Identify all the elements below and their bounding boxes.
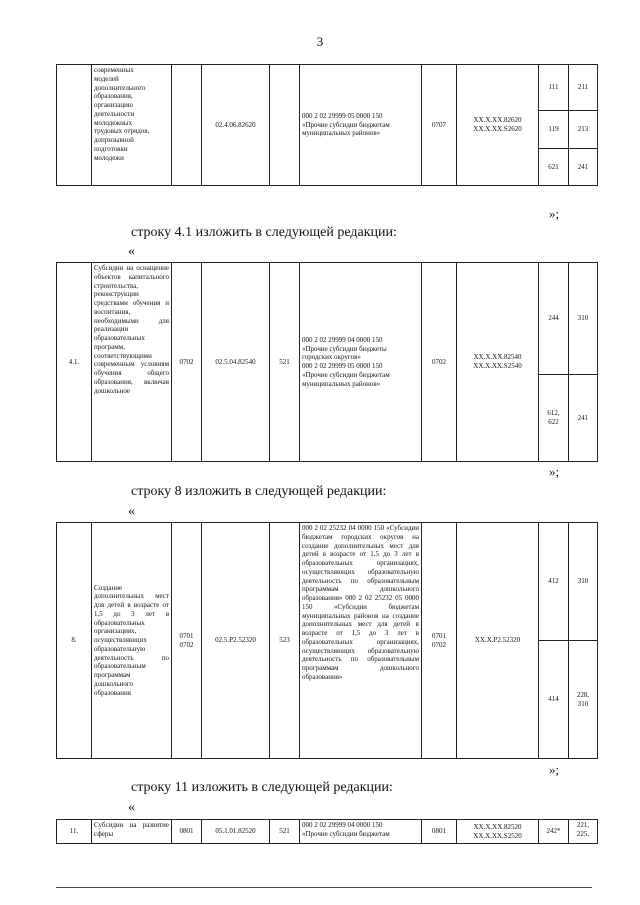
program-code-cell: 02.4.06.82620 [202, 65, 270, 186]
row-name-cell: Субсидии на оснащение объектов капитального строительства, реконструкции средствами обучения и воспитания, необходимыми для реализации образовательных программ, соответствующими современным условиям обучения общего образования, включая дошкольное [92, 263, 172, 462]
page-number: 3 [316, 34, 324, 49]
expense-type-cell: 244 [539, 263, 569, 375]
closing-quote: »; [549, 206, 560, 221]
table-row-8 [56, 522, 598, 759]
target-code-cell: XX.X.XX.82540 XX.X.XX.S2540 [457, 263, 539, 462]
table-row-11 [56, 819, 598, 844]
grbs-cell: 521 [270, 263, 300, 462]
page-bottom-rule [56, 887, 592, 888]
grbs-cell [270, 65, 300, 186]
instruction-heading: строку 4.1 изложить в следующей редакции: [131, 225, 397, 240]
row-name-cell: современных моделей дополнительного образования, организацию деятельности молодежных трудовых отрядов, допризывной подготовки молодежи [92, 65, 172, 186]
section-code-cell: 0702 [422, 263, 457, 462]
section-cell: 0701 0702 [172, 523, 202, 759]
row-name-cell: Создание дополнительных мест для детей в возрасте от 1,5 до 3 лет в образовательных организациях, осуществляющих образовательную деятельность по образовательным программам дошкольного образования [92, 523, 172, 759]
section-cell: 0702 [172, 263, 202, 462]
section-cell: 0801 [172, 820, 202, 844]
expense-type-cell: 242* [539, 820, 569, 844]
section-code-cell: 0707 [422, 65, 457, 186]
kosgu-cell: 241 [569, 375, 598, 462]
expense-type-cell: 119 [539, 111, 569, 149]
row-name-cell: Субсидии на развитие сферы [92, 820, 172, 844]
kosgu-cell: 310 [569, 263, 598, 375]
row-number-cell: 8. [57, 523, 92, 759]
target-code-cell: XX.X.P2.52320 [457, 523, 539, 759]
subsidy-cell: 000 2 02 29999 04 0000 150 «Прочие субсидии бюджетам [300, 820, 422, 844]
section-code-cell: 0801 [422, 820, 457, 844]
closing-quote: »; [549, 464, 560, 479]
kosgu-cell: 211 [569, 65, 598, 111]
row-number-cell: 4.1. [57, 263, 92, 462]
kosgu-cell: 310 [569, 523, 598, 641]
kosgu-cell: 241 [569, 149, 598, 186]
closing-quote: »; [549, 762, 560, 777]
expense-type-cell: 621 [539, 149, 569, 186]
row-number-cell: 11. [57, 820, 92, 844]
expense-type-cell: 412 [539, 523, 569, 641]
subsidy-cell: 000 2 02 29999 05 0000 150 «Прочие субсидии бюджетам муниципальных районов» [300, 65, 422, 186]
instruction-heading: строку 8 изложить в следующей редакции: [131, 484, 387, 499]
opening-quote: « [128, 800, 135, 815]
opening-quote: « [128, 504, 135, 519]
expense-type-cell: 111 [539, 65, 569, 111]
kosgu-cell: 221, 225, [569, 820, 598, 844]
target-code-cell: XX.X.XX.82620 XX.X.XX.S2620 [457, 65, 539, 186]
subsidy-cell: 000 2 02 25232 04 0000 150 «Субсидии бюджетам городских округов на создание дополнительных мест для детей в возрасте от 1,5 до 3 лет в образовательных организациях, осуществляющих образовательную деятельность по образовательным программам дошкольного образования» 000 2 02 25232 05 0000 150 «Субсидии бюджетам муниципальных районов на создание дополнительных мест для детей в возрасте от 1,5 до 3 лет в образовательных организациях, осуществляющих образовательную деятельность по образовательным программам дошкольного образования» [300, 523, 422, 759]
table-row-4-1 [56, 262, 598, 462]
target-code-cell: XX.X.XX.82520 XX.X.XX.S2520 [457, 820, 539, 844]
instruction-heading: строку 11 изложить в следующей редакции: [131, 780, 393, 795]
row-number-cell [57, 65, 92, 186]
program-code-cell: 02.5.04.82540 [202, 263, 270, 462]
expense-type-cell: 414 [539, 641, 569, 759]
program-code-cell: 05.1.01.82520 [202, 820, 270, 844]
subsidy-cell: 000 2 02 29999 04 0000 150 «Прочие субсидии бюджеты городских округов» 000 2 02 29999 05 0000 150 «Прочие субсидии бюджетам муниципальных районов» [300, 263, 422, 462]
kosgu-cell: 228, 310 [569, 641, 598, 759]
opening-quote: « [128, 244, 135, 259]
table-continuation [56, 64, 598, 186]
grbs-cell: 521 [270, 820, 300, 844]
section-cell [172, 65, 202, 186]
grbs-cell: 523 [270, 523, 300, 759]
program-code-cell: 02.5.P2.52320 [202, 523, 270, 759]
kosgu-cell: 213 [569, 111, 598, 149]
expense-type-cell: 612, 622 [539, 375, 569, 462]
section-code-cell: 0701 0702 [422, 523, 457, 759]
